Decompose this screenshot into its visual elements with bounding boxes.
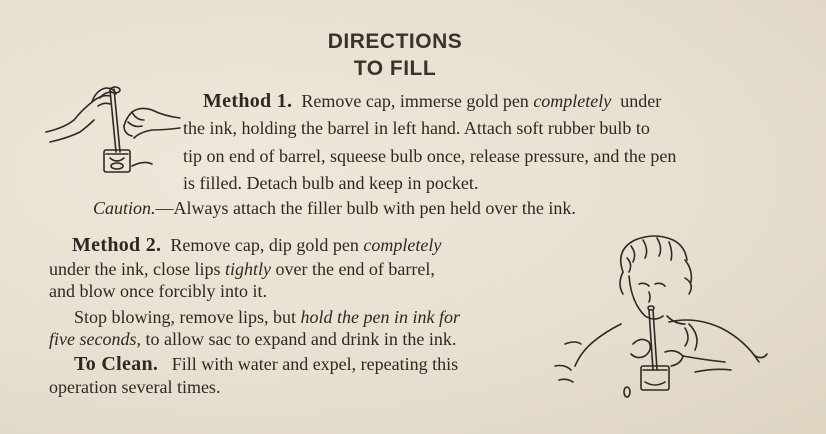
method2-line2: under the ink, close lips tightly over the end of barrel, <box>49 259 435 279</box>
method1-line3: tip on end of barrel, squeese bulb once, release pressure, and the pen <box>183 146 677 166</box>
method1-label: Method 1. <box>203 90 293 112</box>
clean-line2: operation several times. <box>49 377 221 397</box>
method2-line1: Method 2. Remove cap, dip gold pen completely <box>72 234 442 256</box>
method2-line3: and blow once forcibly into it. <box>49 281 267 301</box>
page-subtitle: TO FILL <box>353 57 437 80</box>
caution-label: Caution. <box>93 198 156 218</box>
page-title: DIRECTIONS <box>327 30 463 53</box>
method2-line5: five seconds, to allow sac to expand and drink in the ink. <box>49 329 457 349</box>
hands-filling-pen-icon <box>44 80 184 190</box>
person-blowing-pen-icon <box>545 232 775 402</box>
method2-label: Method 2. <box>72 234 162 256</box>
clean-label: To Clean. <box>74 353 159 375</box>
method1-line1: Method 1. Remove cap, immerse gold pen completely under <box>203 90 662 112</box>
caution-line: Caution.—Always attach the filler bulb with pen held over the ink. <box>93 198 576 218</box>
method1-line2: the ink, holding the barrel in left hand. Attach soft rubber bulb to <box>183 118 650 138</box>
clean-line1: To Clean. Fill with water and expel, repeating this <box>74 353 459 375</box>
method1-line4: is filled. Detach bulb and keep in pocket. <box>183 173 479 193</box>
method2-line4: Stop blowing, remove lips, but hold the pen in ink for <box>74 307 460 327</box>
